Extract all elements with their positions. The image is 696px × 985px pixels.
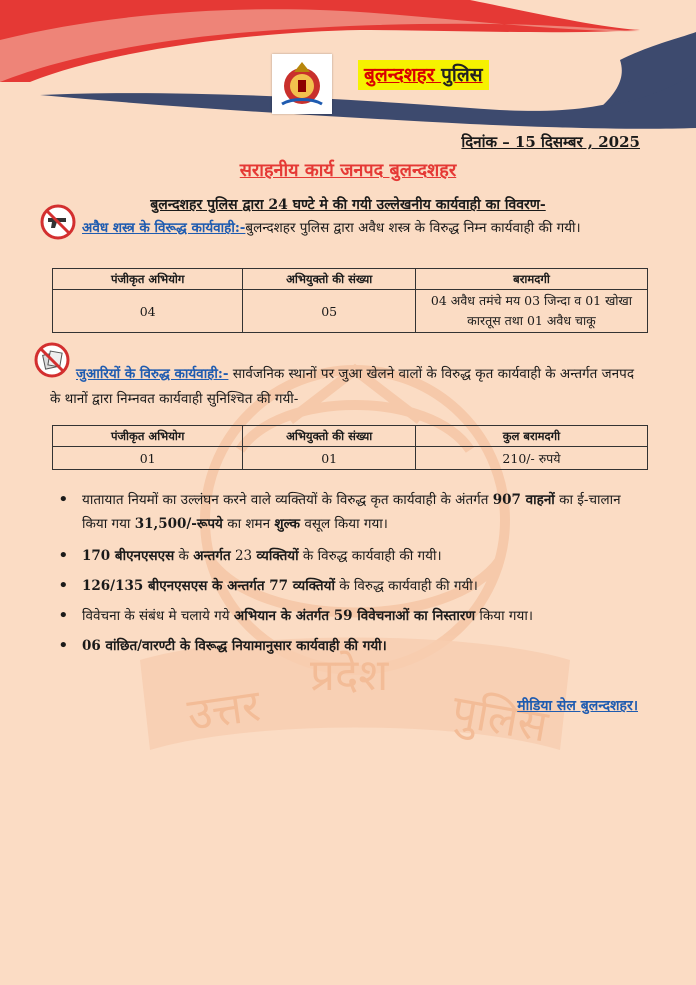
list-item-text: के [174,548,194,564]
table-cell: 01 [53,447,243,470]
table-header-cell: पंजीकृत अभियोग [53,269,243,290]
bullet-icon: • [58,489,69,510]
brand-title-dark: पुलिस [441,64,483,86]
section-gambling-heading: जुआरियों के विरुद्ध कार्यवाही:- [76,366,229,382]
table-cell: 210/- रुपये [415,447,647,470]
section-illegal-weapons-text: बुलन्दशहर पुलिस द्वारा अवैध शस्त्र के विरुद्ध निम्न कार्यवाही की गयी। [245,220,581,236]
table-cell: 05 [243,290,416,333]
list-item-text: के विरुद्ध कार्यवाही की गयी। [298,548,442,564]
table-cell: 04 अवैध तमंचे मय 03 जिन्दा व 01 खोखा कारतूस तथा 01 अवैध चाकू [415,290,647,333]
weapons-table [52,268,648,333]
up-police-emblem-icon [272,54,332,114]
table-header-row [53,269,648,290]
table-cell: 04 [53,290,243,333]
list-item [58,604,648,628]
table-header-cell: बरामदगी [415,269,647,290]
list-item-bold: 907 वाहनों [492,492,555,508]
watermark-word-3: पुलिस [448,685,552,753]
list-item-bold: अन्तर्गत [193,548,231,564]
list-item-bold: 170 बीएनएसएस [82,548,175,564]
page-title [0,158,696,182]
brand-title-red: बुलन्दशहर [364,64,435,86]
section-illegal-weapons [50,216,644,241]
list-item-text: 23 [230,548,257,564]
list-item-text: का ई-चालान किया गया [82,492,621,532]
media-cell-signature: मीडिया सेल बुलन्दशहर। [517,698,638,714]
section-gambling-text: सार्वजनिक स्थानों पर जुआ खेलने वालों के विरुद्ध कृत कार्यवाही के अन्तर्गत जनपद के थानों द्वारा निम्नवत कार्यवाही सुनिश्चित की गयी- [50,366,634,407]
page-title-text: सराहनीय कार्य जनपद बुलन्दशहर [239,160,457,181]
table-header-cell: अभियुक्तो की संख्या [243,269,416,290]
bullet-icon: • [58,575,69,596]
bullet-icon: • [58,545,69,566]
list-item-text: विवेचना के संबंध मे चलाये गये [82,608,234,624]
gambling-table [52,425,648,470]
list-item-bold: 06 वांछित/वारण्टी के विरूद्ध नियामानुसार कार्यवाही की गयी। [82,638,387,654]
section-illegal-weapons-heading: अवैध शस्त्र के विरूद्ध कार्यवाही:- [82,220,246,236]
bullet-icon: • [58,635,69,656]
list-item-bold: अभियान के अंतर्गत 59 विवेचनाओं का निस्तारण [233,608,476,624]
header-banner [0,0,696,135]
section-gambling [50,362,644,412]
date-label: दिनांक – 15 दिसम्बर , 2025 [461,133,640,151]
list-item-bold: 31,500/-रूपये [134,516,223,532]
watermark-word-2: प्रदेश [310,650,389,701]
watermark-word-1: उत्तर [184,680,264,741]
table-row [53,290,648,333]
page-subtitle: बुलन्दशहर पुलिस द्वारा 24 घण्टे मे की गयी उल्लेखनीय कार्यवाही का विवरण- [150,197,546,213]
list-item [58,488,648,536]
list-item-text: किया गया। [475,608,533,624]
table-row [53,447,648,470]
table-header-cell: पंजीकृत अभियोग [53,426,243,447]
list-item [58,574,648,598]
list-item-text: का शमन [222,516,275,532]
table-header-row [53,426,648,447]
list-item-text: यातायात नियमों का उल्लंघन करने वाले व्यक्तियों के विरुद्ध कृत कार्यवाही के अंतर्गत [82,492,493,508]
table-cell: 01 [243,447,416,470]
table-header-cell: अभियुक्तो की संख्या [243,426,416,447]
table-header-cell: कुल बरामदगी [415,426,647,447]
bullet-icon: • [58,605,69,626]
list-item-bold: 126/135 बीएनएसएस के अन्तर्गत 77 व्यक्तियों [82,578,335,594]
list-item [58,544,648,568]
list-item [58,634,648,658]
list-item-bold: व्यक्तियों [256,548,299,564]
brand-title [358,60,489,90]
list-item-text: के विरुद्ध कार्यवाही की गयी। [334,578,478,594]
list-item-bold: शुल्क [274,516,301,532]
list-item-text: वसूल किया गया। [300,516,388,532]
